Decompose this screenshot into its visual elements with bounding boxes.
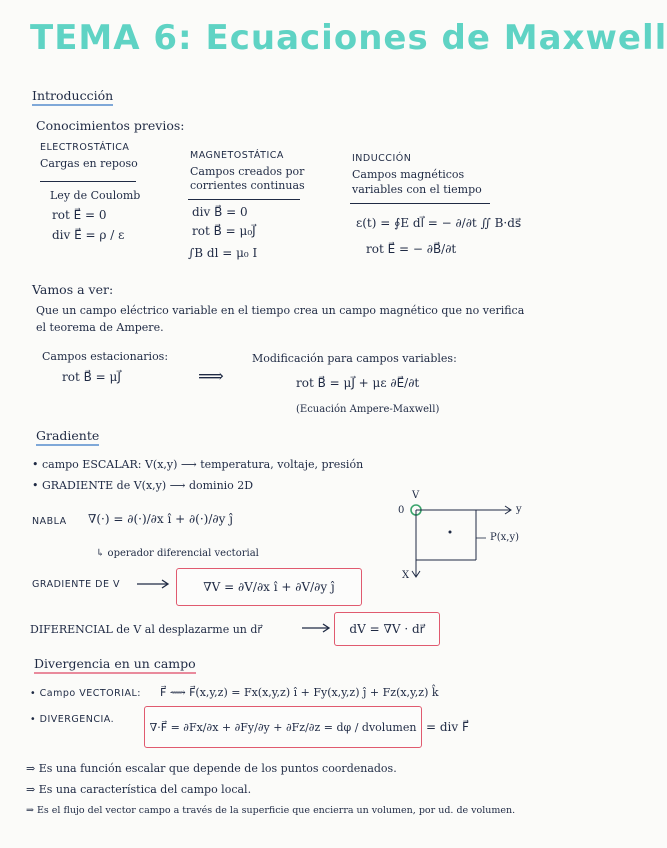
magneto-eq-ampere: ∫B dl = μ₀ I	[188, 246, 258, 260]
ampere-maxwell-name: (Ecuación Ampere-Maxwell)	[296, 404, 440, 415]
gradient-arrow: ⟶	[169, 479, 186, 492]
electro-title: ELECTROSTÁTICA	[40, 142, 130, 153]
nabla-eq: ∇(·) = ∂(·)/∂x î + ∂(·)/∂y ĵ	[88, 512, 233, 526]
magneto-subtitle-1: Campos creados por	[190, 165, 305, 178]
magneto-title: MAGNETOSTÁTICA	[190, 150, 284, 161]
vamos-line-1: Que un campo eléctrico variable en el tiempo crea un campo magnético que no verifica	[36, 304, 525, 317]
axis-x-label: X	[402, 570, 410, 581]
vamos-line-2: el teorema de Ampere.	[36, 321, 164, 334]
induccion-eq-rot: rot E⃗ = − ∂B⃗/∂t	[366, 242, 457, 256]
ampere-maxwell-eq: rot B⃗ = μJ⃗ + με ∂E⃗/∂t	[296, 376, 420, 390]
axis-y-label: y	[516, 504, 522, 515]
scalar-field-examples: temperatura, voltaje, presión	[200, 458, 364, 471]
induccion-eq-faraday: ε(t) = ∮E dl⃗ = − ∂/∂t ∬ B·ds⃗	[356, 216, 522, 230]
electro-eq-rot: rot E⃗ = 0	[52, 208, 107, 222]
divergence-box	[144, 706, 422, 748]
scalar-field-bullet	[32, 458, 363, 471]
electro-law: Ley de Coulomb	[50, 189, 141, 202]
nabla-note: ↳ operador diferencial vectorial	[96, 548, 259, 559]
page-title: TEMA 6: Ecuaciones de Maxwell	[30, 18, 667, 58]
divergence-note-3: ⇒ Es el flujo del vector campo a través de la superficie que encierra un volumen, por ud. de volumen.	[26, 805, 516, 816]
electro-eq-div: div E⃗ = ρ / ε	[52, 228, 125, 242]
static-fields-label: Campos estacionarios:	[42, 350, 169, 363]
electro-divider	[40, 181, 136, 182]
divergencia-heading: Divergencia en un campo	[34, 656, 196, 674]
coordinate-diagram	[390, 488, 560, 588]
axis-v-label: V	[412, 490, 420, 501]
gradiente-heading: Gradiente	[36, 428, 99, 446]
differential-label: DIFERENCIAL de V al desplazarme un dr⃗	[30, 623, 262, 636]
grad-v-arrow-icon	[135, 578, 173, 590]
grad-v-label: GRADIENTE DE V	[32, 579, 120, 590]
divergence-note-2: ⇒ Es una característica del campo local.	[26, 783, 252, 796]
section-heading-introduccion	[32, 88, 113, 103]
gradient-bullet	[32, 479, 253, 492]
section-heading-divergencia	[34, 656, 196, 671]
magneto-subtitle-2: corrientes continuas	[190, 179, 305, 192]
implies-arrow: ⟹	[198, 366, 224, 387]
section-heading-gradiente	[36, 428, 99, 443]
differential-arrow-icon	[300, 622, 334, 634]
vector-field-eq: F⃗ ⟿ F⃗(x,y,z) = Fx(x,y,z) î + Fy(x,y,z) ĵ + Fz(x,y,z) k̂	[160, 686, 439, 699]
electro-subtitle: Cargas en reposo	[40, 157, 138, 170]
intro-heading: Introducción	[32, 88, 113, 106]
divergence-note-1: ⇒ Es una función escalar que depende de los puntos coordenados.	[26, 762, 397, 775]
differential-eq: dV = ∇V · dr⃗	[349, 622, 425, 636]
magneto-eq-div: div B⃗ = 0	[192, 205, 248, 219]
modification-label: Modificación para campos variables:	[252, 352, 457, 365]
grad-v-box	[176, 568, 362, 606]
vamos-heading: Vamos a ver:	[32, 282, 114, 297]
gradient-label: • GRADIENTE de V(x,y)	[32, 479, 167, 492]
divergence-eq: ∇·F⃗ = ∂Fx/∂x + ∂Fy/∂y + ∂Fz/∂z = dφ / dvolumen	[149, 720, 417, 734]
magneto-eq-rot: rot B⃗ = μ₀J⃗	[192, 224, 256, 238]
static-fields-eq: rot B⃗ = μJ⃗	[62, 370, 121, 384]
axis-origin-label: 0	[398, 505, 405, 516]
gradient-domain: dominio 2D	[188, 479, 254, 492]
differential-box	[334, 612, 440, 646]
magneto-divider	[188, 199, 300, 200]
induccion-divider	[350, 203, 490, 204]
nabla-label: NABLA	[32, 516, 67, 527]
induccion-subtitle-2: variables con el tiempo	[352, 183, 482, 196]
induccion-title: INDUCCIÓN	[352, 153, 412, 164]
divergence-tail: = div F⃗	[426, 720, 469, 734]
divergence-label: • DIVERGENCIA.	[30, 714, 115, 725]
scalar-field-label: • campo ESCALAR: V(x,y)	[32, 458, 178, 471]
prior-knowledge-heading: Conocimientos previos:	[36, 118, 185, 133]
vector-field-label: • Campo VECTORIAL:	[30, 688, 142, 699]
induccion-subtitle-1: Campos magnéticos	[352, 168, 465, 181]
scalar-field-arrow: ⟶	[180, 458, 197, 471]
point-p-label: P(x,y)	[490, 532, 519, 543]
grad-v-eq: ∇V = ∂V/∂x î + ∂V/∂y ĵ	[203, 580, 335, 594]
